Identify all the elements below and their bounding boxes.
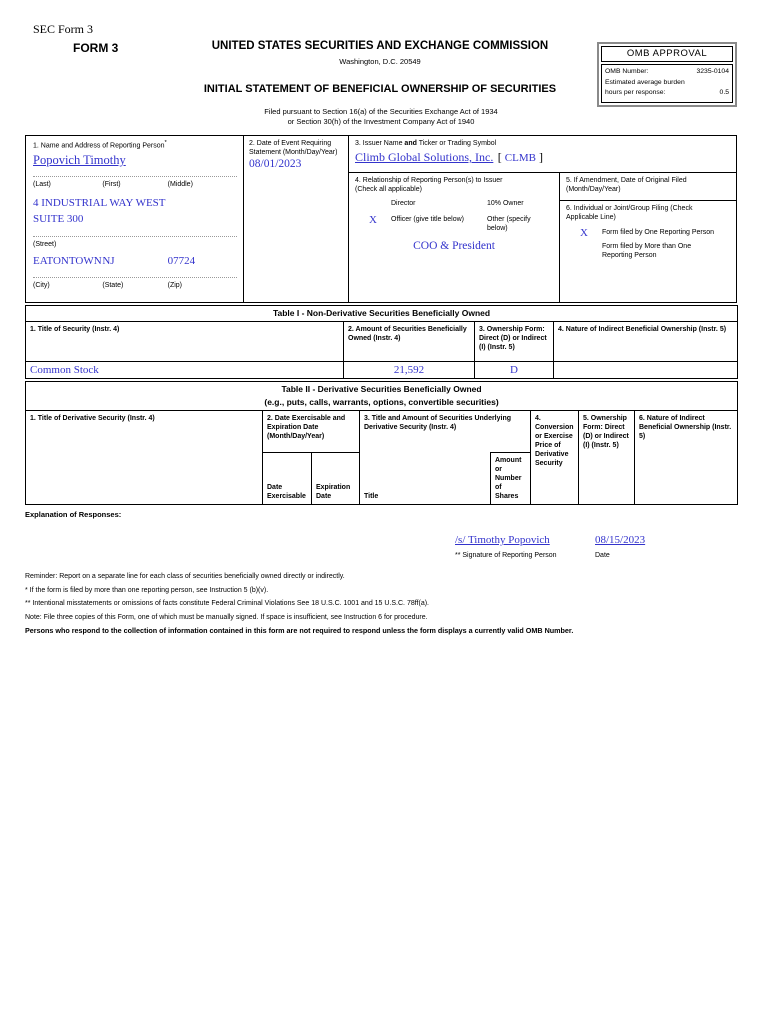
- middle-name-label: (Middle): [167, 181, 193, 189]
- commission-address: Washington, D.C. 20549: [339, 57, 421, 66]
- explanation-of-responses-label: Explanation of Responses:: [25, 510, 122, 519]
- officer-label: Officer (give title below): [391, 216, 465, 223]
- section-reporting-person: [26, 136, 244, 302]
- one-person-checkbox-checked: X: [580, 227, 588, 239]
- event-date-value: 08/01/2023: [249, 158, 302, 170]
- omb-burden-line1: Estimated average burden: [605, 78, 685, 86]
- ownership-form-cell: D: [475, 362, 554, 379]
- issuer-ticker-wrap: [ CLMB ]: [497, 150, 543, 164]
- table2-subheader-date-exercisable: Date Exercisable: [263, 453, 312, 505]
- security-title-cell: Common Stock: [26, 362, 344, 379]
- signature-date-link[interactable]: 08/15/2023: [595, 534, 646, 546]
- signature-date-label: Date: [595, 552, 610, 559]
- omb-approval-body: [601, 64, 733, 103]
- street-label: (Street): [33, 241, 57, 249]
- reporting-info-table: [25, 135, 737, 303]
- officer-title-value: COO & President: [413, 240, 495, 252]
- signature-block: [455, 530, 737, 560]
- zip-label: (Zip): [167, 282, 183, 290]
- amendment-label: 5. If Amendment, Date of Original Filed (Month/Day/Year): [566, 177, 687, 193]
- table2-header-title-amount-underlying: 3. Title and Amount of Securities Underlying Derivative Security (Instr. 4): [360, 411, 531, 453]
- table2-header-ownership-form: 5. Ownership Form: Direct (D) or Indirect (I) (Instr. 5): [579, 411, 635, 505]
- state-label: (State): [102, 282, 124, 290]
- table1-header-nature-indirect: 4. Nature of Indirect Beneficial Ownership (Instr. 5): [554, 322, 738, 362]
- footnotes: [25, 572, 737, 635]
- filed-pursuant-line1: Filed pursuant to Section 16(a) of the Securities Exchange Act of 1934: [264, 107, 498, 116]
- reporting-person-label: 1. Name and Address of Reporting Person*: [33, 140, 167, 150]
- nature-indirect-cell: [554, 362, 738, 379]
- other-label: Other (specify below): [487, 216, 531, 232]
- footnote-omb-notice: Persons who respond to the collection of information contained in this form are not required to respond unless the form displays a currently valid OMB Number.: [25, 626, 574, 635]
- state-value: NJ: [102, 255, 115, 268]
- table2-header-title-derivative: 1. Title of Derivative Security (Instr. 4): [26, 411, 263, 505]
- table2-header-date-exercisable-expiration: 2. Date Exercisable and Expiration Date (Month/Day/Year): [263, 411, 360, 453]
- event-date-label: 2. Date of Event Requiring Statement (Month/Day/Year): [249, 140, 338, 156]
- footnote-note: Note: File three copies of this Form, one of which must be manually signed. If space is insufficient, see Instruction 6 for procedure.: [25, 613, 428, 621]
- table2-subheader-amount-shares: Amount or Number of Shares: [491, 453, 531, 505]
- city-value: EATONTOWN: [33, 255, 102, 268]
- table1-header-title-of-security: 1. Title of Security (Instr. 4): [26, 322, 344, 362]
- section-amendment: [560, 173, 736, 201]
- filed-pursuant-line2: or Section 30(h) of the Investment Company Act of 1940: [287, 117, 475, 126]
- omb-approval-title: OMB APPROVAL: [601, 46, 733, 62]
- zip-value: 07724: [167, 255, 196, 268]
- signature-label: ** Signature of Reporting Person: [455, 552, 557, 559]
- one-person-label: Form filed by One Reporting Person: [602, 229, 715, 236]
- section-filing-type: [560, 201, 736, 302]
- filed-pursuant-note: [25, 107, 737, 127]
- divider: [33, 236, 237, 237]
- table1-header-amount: 2. Amount of Securities Beneficially Owned (Instr. 4): [344, 322, 475, 362]
- divider: [33, 176, 237, 177]
- address-line2: SUITE 300: [33, 213, 84, 226]
- officer-checkbox-checked: X: [369, 214, 377, 226]
- ten-percent-owner-label: 10% Owner: [487, 200, 524, 207]
- amount-owned-cell: 21,592: [344, 362, 475, 379]
- table1-row: [26, 362, 738, 379]
- omb-burden-value: 0.5: [719, 89, 729, 96]
- reporting-person-asterisk: *: [164, 140, 167, 146]
- filing-type-label: 6. Individual or Joint/Group Filing (Check Applicable Line): [566, 205, 693, 221]
- issuer-name-link[interactable]: Climb Global Solutions, Inc.: [355, 150, 494, 164]
- section-issuer: [349, 136, 736, 173]
- divider: [33, 277, 237, 278]
- city-label: (City): [33, 282, 50, 290]
- omb-burden-line2: hours per response:: [605, 89, 666, 96]
- director-checkbox: [355, 199, 391, 208]
- section-event-date: [244, 136, 349, 302]
- issuer-ticker: CLMB: [504, 152, 536, 164]
- director-label: Director: [391, 200, 416, 207]
- omb-number-label: OMB Number:: [605, 68, 649, 75]
- multi-person-label: Form filed by More than One Reporting Person: [602, 243, 692, 259]
- sec-form-label: SEC Form 3: [33, 22, 94, 36]
- first-name-label: (First): [102, 181, 121, 189]
- header-title-block: [140, 40, 620, 96]
- table1-header-ownership-form: 3. Ownership Form: Direct (D) or Indirect (I) (Instr. 5): [475, 322, 554, 362]
- address-line1: 4 INDUSTRIAL WAY WEST: [33, 197, 166, 210]
- table2-derivative: [25, 381, 738, 505]
- form-number-label: FORM 3: [73, 41, 119, 55]
- footnote-reminder: Reminder: Report on a separate line for each class of securities beneficially owned directly or indirectly.: [25, 573, 345, 580]
- section-relationship: [349, 173, 560, 302]
- table1-non-derivative: [25, 305, 738, 379]
- table2-subheader-title: Title: [360, 453, 491, 505]
- table2-subheader-expiration-date: Expiration Date: [312, 453, 360, 505]
- omb-approval-box: [597, 42, 737, 107]
- footnote-double-star: ** Intentional misstatements or omissions of facts constitute Federal Criminal Violations See 18 U.S.C. 1001 and 15 U.S.C. 78ff(a).: [25, 600, 429, 607]
- signature-link[interactable]: /s/ Timothy Popovich: [455, 534, 550, 546]
- table2-header-conversion-price: 4. Conversion or Exercise Price of Derivative Security: [531, 411, 579, 505]
- reporting-person-name-link[interactable]: Popovich Timothy: [33, 153, 126, 168]
- relationship-label: 4. Relationship of Reporting Person(s) to Issuer (Check all applicable): [355, 177, 503, 193]
- table1-title: Table I - Non-Derivative Securities Beneficially Owned: [26, 306, 738, 322]
- commission-title: UNITED STATES SECURITIES AND EXCHANGE COMMISSION: [211, 40, 549, 52]
- table2-title: Table II - Derivative Securities Beneficially Owned (e.g., puts, calls, warrants, options, convertible securities): [26, 382, 738, 411]
- footnote-star: * If the form is filed by more than one reporting person, see Instruction 5 (b)(v).: [25, 586, 269, 594]
- multi-person-checkbox: [566, 242, 602, 260]
- form-title: INITIAL STATEMENT OF BENEFICIAL OWNERSHIP OF SECURITIES: [203, 83, 557, 95]
- omb-number-value: 3235-0104: [696, 68, 729, 75]
- table2-header-nature-indirect: 6. Nature of Indirect Beneficial Ownership (Instr. 5): [635, 411, 738, 505]
- issuer-label: 3. Issuer Name and Ticker or Trading Symbol: [355, 140, 497, 147]
- last-name-label: (Last): [33, 181, 51, 189]
